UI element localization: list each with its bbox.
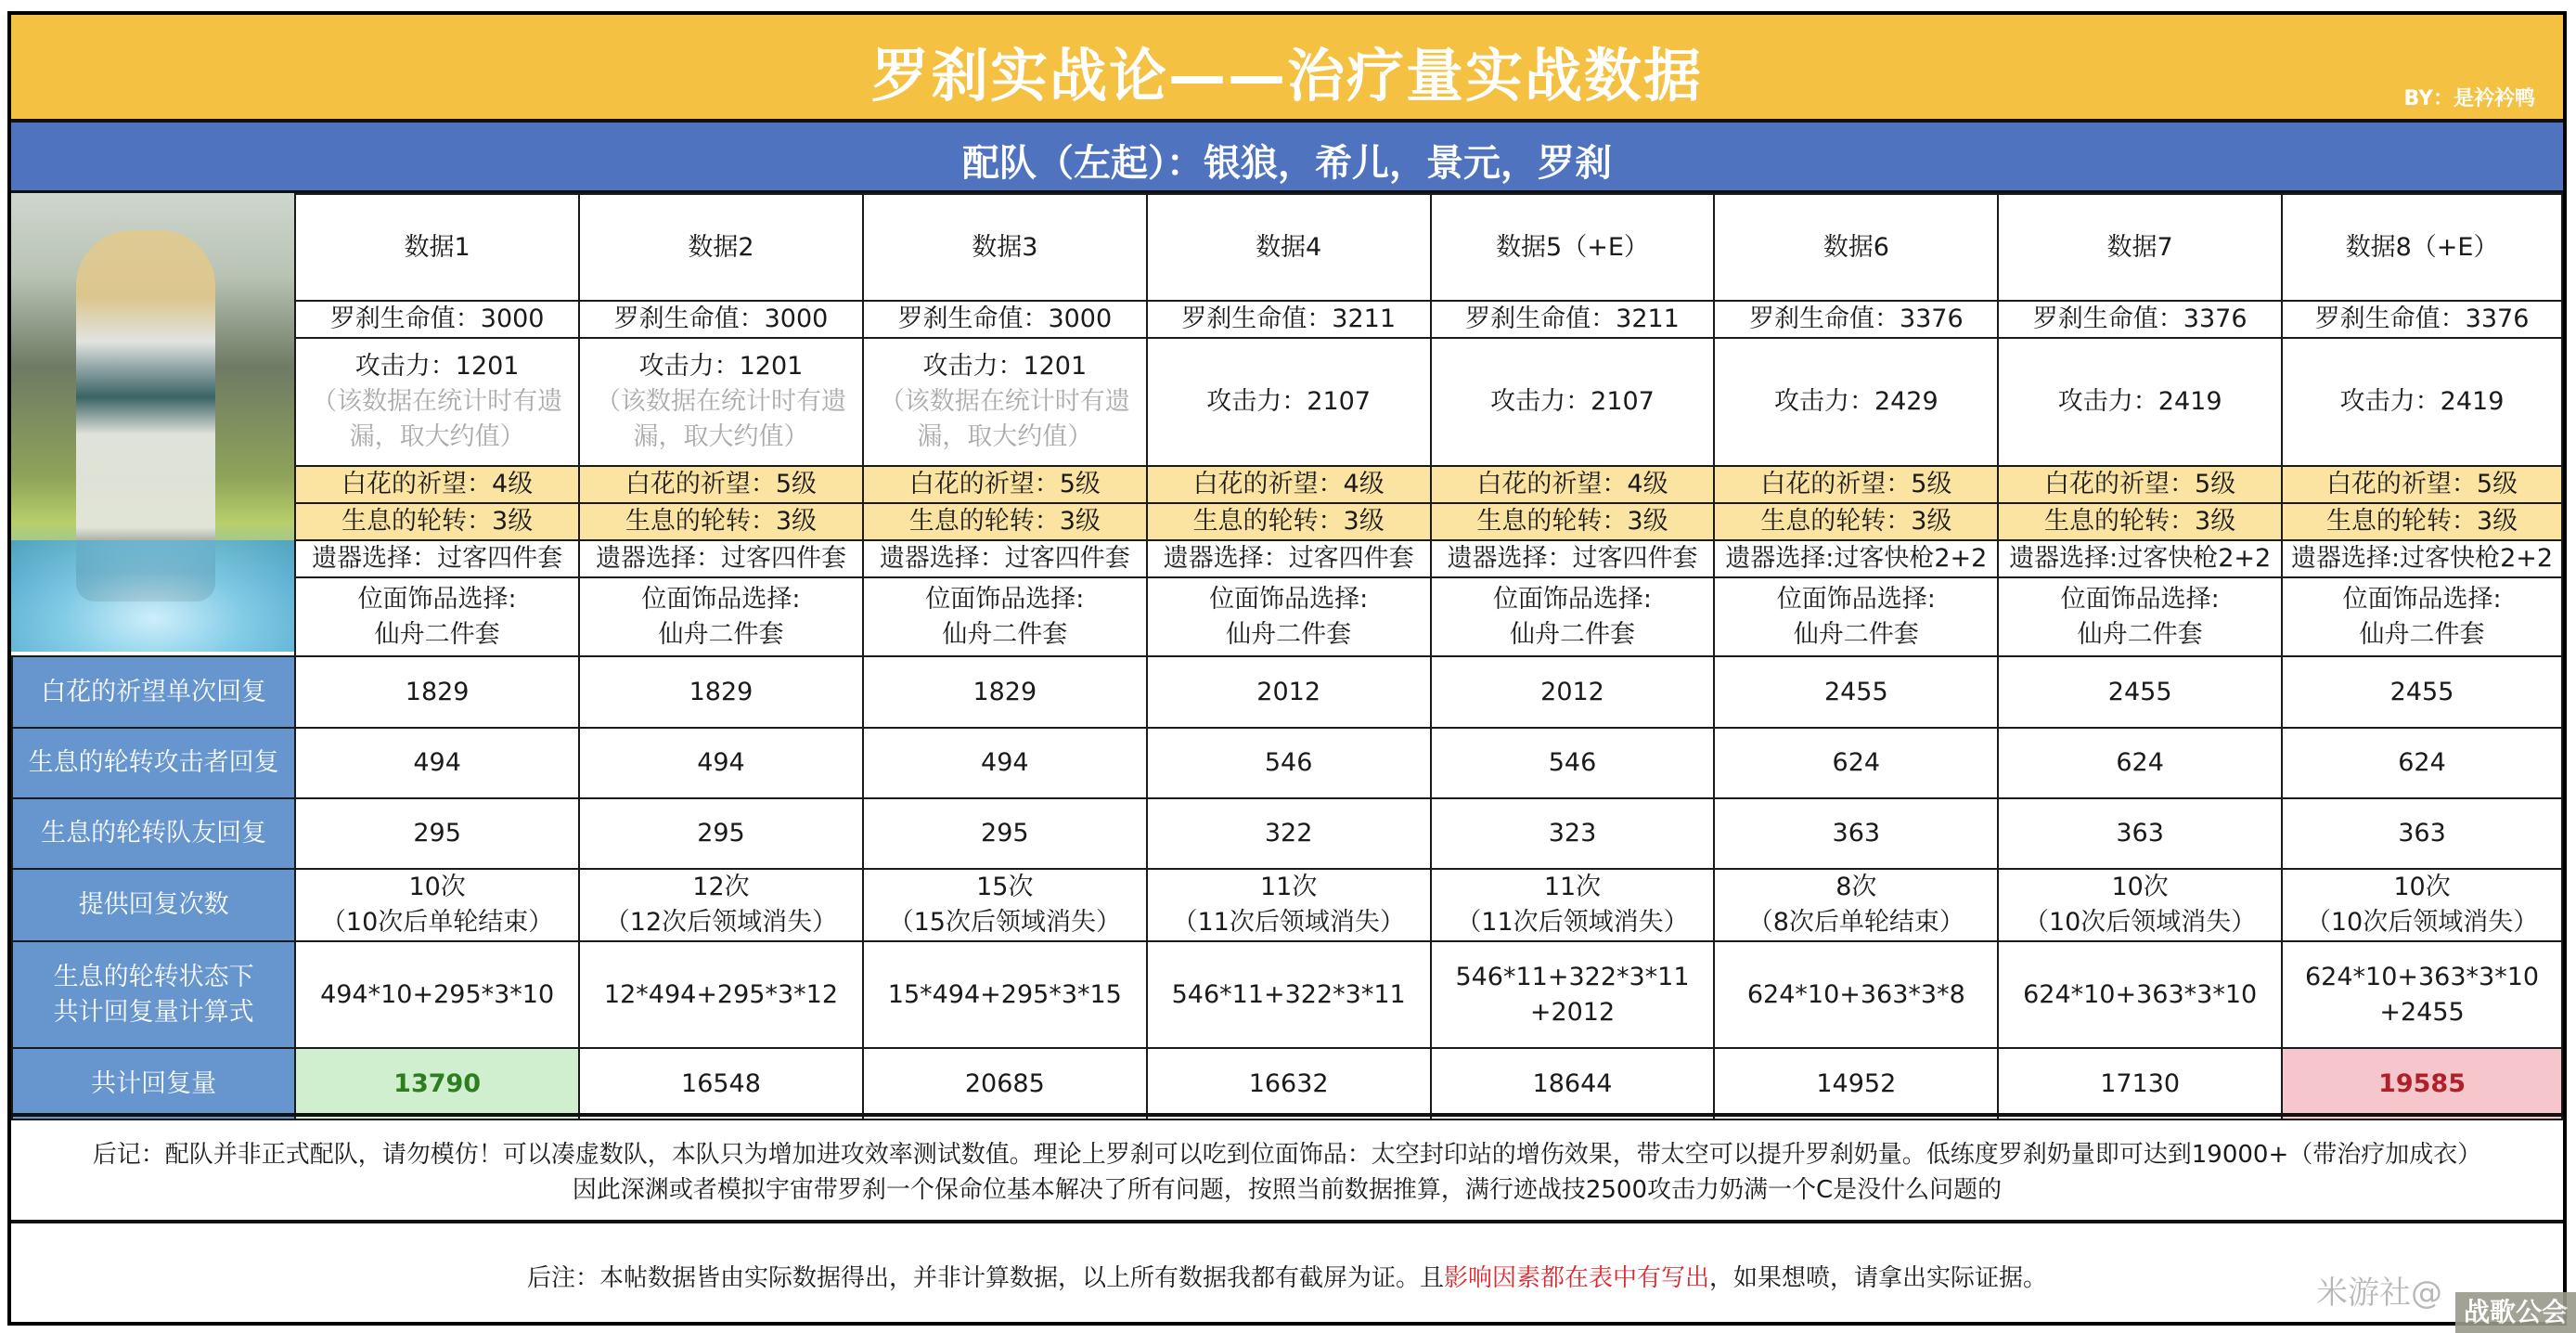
single-heal-cell: 2012 (1147, 656, 1431, 728)
row-header: 白花的祈望单次回复 (12, 656, 295, 728)
skill2-cell: 生息的轮转：3级 (579, 503, 863, 540)
times-value: 8次 (1835, 873, 1877, 901)
planar-value: 仙舟二件套 (2077, 619, 2203, 649)
times-note: （12次后领域消失） (604, 908, 838, 937)
row-header: 生息的轮转队友回复 (12, 798, 295, 869)
total-row (12, 1048, 2562, 1119)
column-header: 数据1 (295, 194, 579, 301)
planar-cell (1714, 577, 1998, 656)
ally-heal-cell: 323 (1431, 798, 1715, 869)
formula-cell (1147, 941, 1431, 1048)
times-note: （10次后领域消失） (2305, 908, 2539, 937)
planar-label: 位面饰品选择: (925, 584, 1085, 614)
planar-value: 仙舟二件套 (1510, 619, 1635, 649)
planar-cell (2282, 577, 2562, 656)
hp-cell: 罗刹生命值：3376 (2282, 301, 2562, 338)
row-header-line1: 生息的轮转状态下 (53, 962, 254, 991)
skill1-cell: 白花的祈望：4级 (1431, 466, 1715, 503)
times-cell (1431, 869, 1715, 941)
afterword-line1: 后记：配队并非正式配队，请勿模仿！可以凑虚数队，本队只为增加进攻效率测试数值。理论上罗刹可以吃到位面饰品：太空封印站的增伤效果，带太空可以提升罗刹奶量。低练度罗刹奶量即可达到19000+（带治疗加成衣） (92, 1141, 2482, 1169)
times-value: 12次 (692, 873, 750, 901)
times-value: 11次 (1543, 873, 1602, 901)
skill2-row (12, 503, 2562, 540)
skill1-cell: 白花的祈望：5级 (1998, 466, 2282, 503)
ally-heal-cell: 363 (1998, 798, 2282, 869)
postscript-note (11, 1220, 2563, 1322)
attacker-heal-cell: 624 (1714, 728, 1998, 798)
ally-heal-cell: 363 (2282, 798, 2562, 869)
single-heal-cell: 2455 (1998, 656, 2282, 728)
data-sheet (7, 11, 2567, 1326)
times-value: 15次 (976, 873, 1034, 901)
formula-row (12, 941, 2562, 1048)
single-heal-row (12, 656, 2562, 728)
times-note: （10次后领域消失） (2023, 908, 2257, 937)
formula-cell (1714, 941, 1998, 1048)
hp-cell: 罗刹生命值：3000 (863, 301, 1147, 338)
total-cell: 20685 (863, 1048, 1147, 1119)
times-value: 10次 (2393, 873, 2451, 901)
formula-text-line2: +2455 (2379, 997, 2465, 1027)
attacker-heal-cell: 624 (2282, 728, 2562, 798)
miyoushe-watermark: 米游社@ (2316, 1275, 2442, 1312)
planar-cell (1147, 577, 1431, 656)
formula-text: 624*10+363*3*8 (1746, 979, 1965, 1009)
formula-text: 12*494+295*3*12 (603, 979, 839, 1009)
total-cell: 14952 (1714, 1048, 1998, 1119)
skill1-cell: 白花的祈望：5级 (579, 466, 863, 503)
ally-heal-cell: 322 (1147, 798, 1431, 869)
planar-cell (863, 577, 1147, 656)
attacker-heal-cell: 494 (295, 728, 579, 798)
portrait-cell (12, 194, 295, 577)
atk-cell (579, 338, 863, 466)
team-band (11, 123, 2563, 193)
relic-row (12, 540, 2562, 577)
hp-cell: 罗刹生命值：3376 (1714, 301, 1998, 338)
single-heal-cell: 2455 (2282, 656, 2562, 728)
portrait-cell-bottom (12, 577, 295, 656)
skill2-cell: 生息的轮转：3级 (1147, 503, 1431, 540)
total-cell: 16548 (579, 1048, 863, 1119)
times-value: 11次 (1259, 873, 1318, 901)
team-lineup: 配队（左起）：银狼，希儿，景元，罗刹 (962, 142, 1612, 185)
formula-text: 624*10+363*3*10 (2304, 962, 2540, 991)
formula-cell (1431, 941, 1715, 1048)
hp-row (12, 301, 2562, 338)
planar-label: 位面饰品选择: (357, 584, 517, 614)
formula-cell (863, 941, 1147, 1048)
skill1-cell: 白花的祈望：4级 (1147, 466, 1431, 503)
planar-label: 位面饰品选择: (1492, 584, 1653, 614)
formula-text: 624*10+363*3*10 (2023, 979, 2258, 1009)
note-prefix: 后注：本帖数据皆由实际数据得出，并非计算数据，以上所有数据我都有截屏为证。且 (526, 1264, 1444, 1292)
skill1-row (12, 466, 2562, 503)
skill2-cell: 生息的轮转：3级 (1998, 503, 2282, 540)
atk-cell: 攻击力：2429 (1714, 338, 1998, 466)
times-cell (1998, 869, 2282, 941)
planar-label: 位面饰品选择: (1776, 584, 1936, 614)
atk-cell: 攻击力：2419 (2282, 338, 2562, 466)
attacker-heal-cell: 494 (579, 728, 863, 798)
page-title: 罗刹实战论——治疗量实战数据 (870, 42, 1703, 110)
total-cell-highest: 19585 (2282, 1048, 2562, 1119)
ally-heal-cell: 295 (295, 798, 579, 869)
planar-value: 仙舟二件套 (374, 619, 500, 649)
skill1-cell: 白花的祈望：5级 (2282, 466, 2562, 503)
times-note: （10次后单轮结束） (320, 908, 554, 937)
times-cell (1147, 869, 1431, 941)
relic-cell: 遗器选择：过客四件套 (1431, 540, 1715, 577)
single-heal-cell: 1829 (863, 656, 1147, 728)
times-cell (2282, 869, 2562, 941)
column-header: 数据7 (1998, 194, 2282, 301)
atk-note: （该数据在统计时有遗漏，取大约值） (595, 387, 846, 451)
skill2-cell: 生息的轮转：3级 (295, 503, 579, 540)
planar-cell (579, 577, 863, 656)
column-header-row (12, 194, 2562, 301)
relic-cell: 遗器选择：过客四件套 (863, 540, 1147, 577)
atk-note: （该数据在统计时有遗漏，取大约值） (312, 387, 563, 451)
single-heal-cell: 1829 (579, 656, 863, 728)
afterword-line2: 因此深渊或者模拟宇宙带罗刹一个保命位基本解决了所有问题，按照当前数据推算，满行迹战技2500攻击力奶满一个C是没什么问题的 (572, 1176, 2003, 1204)
planar-cell (295, 577, 579, 656)
formula-text: 494*10+295*3*10 (320, 979, 555, 1009)
row-header (12, 941, 295, 1048)
note-highlight: 影响因素都在表中有写出 (1443, 1264, 1709, 1292)
times-cell (579, 869, 863, 941)
planar-value: 仙舟二件套 (2359, 619, 2485, 649)
relic-cell: 遗器选择：过客四件套 (579, 540, 863, 577)
times-note: （8次后单轮结束） (1747, 908, 1964, 937)
formula-text-line2: +2012 (1529, 997, 1616, 1027)
formula-cell (579, 941, 863, 1048)
times-note: （15次后领域消失） (888, 908, 1121, 937)
atk-cell (295, 338, 579, 466)
atk-value: 攻击力：1201 (922, 352, 1088, 381)
row-header: 共计回复量 (12, 1048, 295, 1119)
planar-label: 位面饰品选择: (2060, 584, 2220, 614)
times-cell (863, 869, 1147, 941)
guild-badge-icon: 战歌公会 (2455, 1292, 2576, 1333)
column-header: 数据5（+E） (1431, 194, 1715, 301)
single-heal-cell: 2455 (1714, 656, 1998, 728)
skill1-cell: 白花的祈望：5级 (863, 466, 1147, 503)
hp-cell: 罗刹生命值：3376 (1998, 301, 2282, 338)
row-header-line2: 共计回复量计算式 (53, 997, 254, 1027)
column-header: 数据6 (1714, 194, 1998, 301)
formula-cell (1998, 941, 2282, 1048)
total-cell: 17130 (1998, 1048, 2282, 1119)
attacker-heal-cell: 546 (1147, 728, 1431, 798)
times-note: （11次后领域消失） (1456, 908, 1689, 937)
atk-row (12, 338, 2562, 466)
row-header: 生息的轮转攻击者回复 (12, 728, 295, 798)
formula-text: 546*11+322*3*11 (1455, 962, 1690, 991)
atk-cell: 攻击力：2107 (1431, 338, 1715, 466)
single-heal-cell: 1829 (295, 656, 579, 728)
atk-value: 攻击力：1201 (354, 352, 520, 381)
times-cell (1714, 869, 1998, 941)
formula-text: 546*11+322*3*11 (1171, 979, 1406, 1009)
times-value: 10次 (2111, 873, 2169, 901)
afterword (11, 1113, 2563, 1220)
planar-value: 仙舟二件套 (1226, 619, 1352, 649)
formula-cell (2282, 941, 2562, 1048)
column-header: 数据3 (863, 194, 1147, 301)
hp-cell: 罗刹生命值：3211 (1147, 301, 1431, 338)
planar-cell (1431, 577, 1715, 656)
attacker-heal-cell: 624 (1998, 728, 2282, 798)
total-cell-lowest: 13790 (295, 1048, 579, 1119)
ally-heal-cell: 295 (579, 798, 863, 869)
planar-value: 仙舟二件套 (658, 619, 784, 649)
skill2-cell: 生息的轮转：3级 (863, 503, 1147, 540)
planar-value: 仙舟二件套 (1793, 619, 1919, 649)
atk-value: 攻击力：1201 (638, 352, 804, 381)
skill2-cell: 生息的轮转：3级 (2282, 503, 2562, 540)
atk-cell: 攻击力：2419 (1998, 338, 2282, 466)
hp-cell: 罗刹生命值：3000 (579, 301, 863, 338)
total-cell: 16632 (1147, 1048, 1431, 1119)
relic-cell: 遗器选择:过客快枪2+2 (1714, 540, 1998, 577)
hp-cell: 罗刹生命值：3211 (1431, 301, 1715, 338)
column-header: 数据4 (1147, 194, 1431, 301)
times-value: 10次 (408, 873, 466, 901)
relic-cell: 遗器选择：过客四件套 (295, 540, 579, 577)
atk-cell (863, 338, 1147, 466)
relic-cell: 遗器选择:过客快枪2+2 (1998, 540, 2282, 577)
planar-cell (1998, 577, 2282, 656)
hp-cell: 罗刹生命值：3000 (295, 301, 579, 338)
attacker-heal-cell: 494 (863, 728, 1147, 798)
ally-heal-cell: 295 (863, 798, 1147, 869)
planar-label: 位面饰品选择: (1209, 584, 1369, 614)
times-cell (295, 869, 579, 941)
skill1-cell: 白花的祈望：4级 (295, 466, 579, 503)
ally-heal-row (12, 798, 2562, 869)
skill2-cell: 生息的轮转：3级 (1714, 503, 1998, 540)
atk-note: （该数据在统计时有遗漏，取大约值） (879, 387, 1130, 451)
relic-cell: 遗器选择：过客四件套 (1147, 540, 1431, 577)
attacker-heal-row (12, 728, 2562, 798)
ally-heal-cell: 363 (1714, 798, 1998, 869)
row-header: 提供回复次数 (12, 869, 295, 941)
column-header: 数据2 (579, 194, 863, 301)
planar-label: 位面饰品选择: (2342, 584, 2502, 614)
formula-text: 15*494+295*3*15 (887, 979, 1122, 1009)
author-byline: BY：是衿衿鸭 (2403, 87, 2535, 110)
attacker-heal-cell: 546 (1431, 728, 1715, 798)
title-band (11, 15, 2563, 123)
healing-data-table (11, 193, 2563, 1120)
skill2-cell: 生息的轮转：3级 (1431, 503, 1715, 540)
times-row (12, 869, 2562, 941)
total-cell: 18644 (1431, 1048, 1715, 1119)
column-header: 数据8（+E） (2282, 194, 2562, 301)
note-suffix: ，如果想喷，请拿出实际证据。 (1709, 1264, 2048, 1292)
relic-cell: 遗器选择:过客快枪2+2 (2282, 540, 2562, 577)
times-note: （11次后领域消失） (1172, 908, 1405, 937)
planar-value: 仙舟二件套 (942, 619, 1068, 649)
atk-cell: 攻击力：2107 (1147, 338, 1431, 466)
skill1-cell: 白花的祈望：5级 (1714, 466, 1998, 503)
formula-cell (295, 941, 579, 1048)
single-heal-cell: 2012 (1431, 656, 1715, 728)
planar-row (12, 577, 2562, 656)
planar-label: 位面饰品选择: (641, 584, 801, 614)
